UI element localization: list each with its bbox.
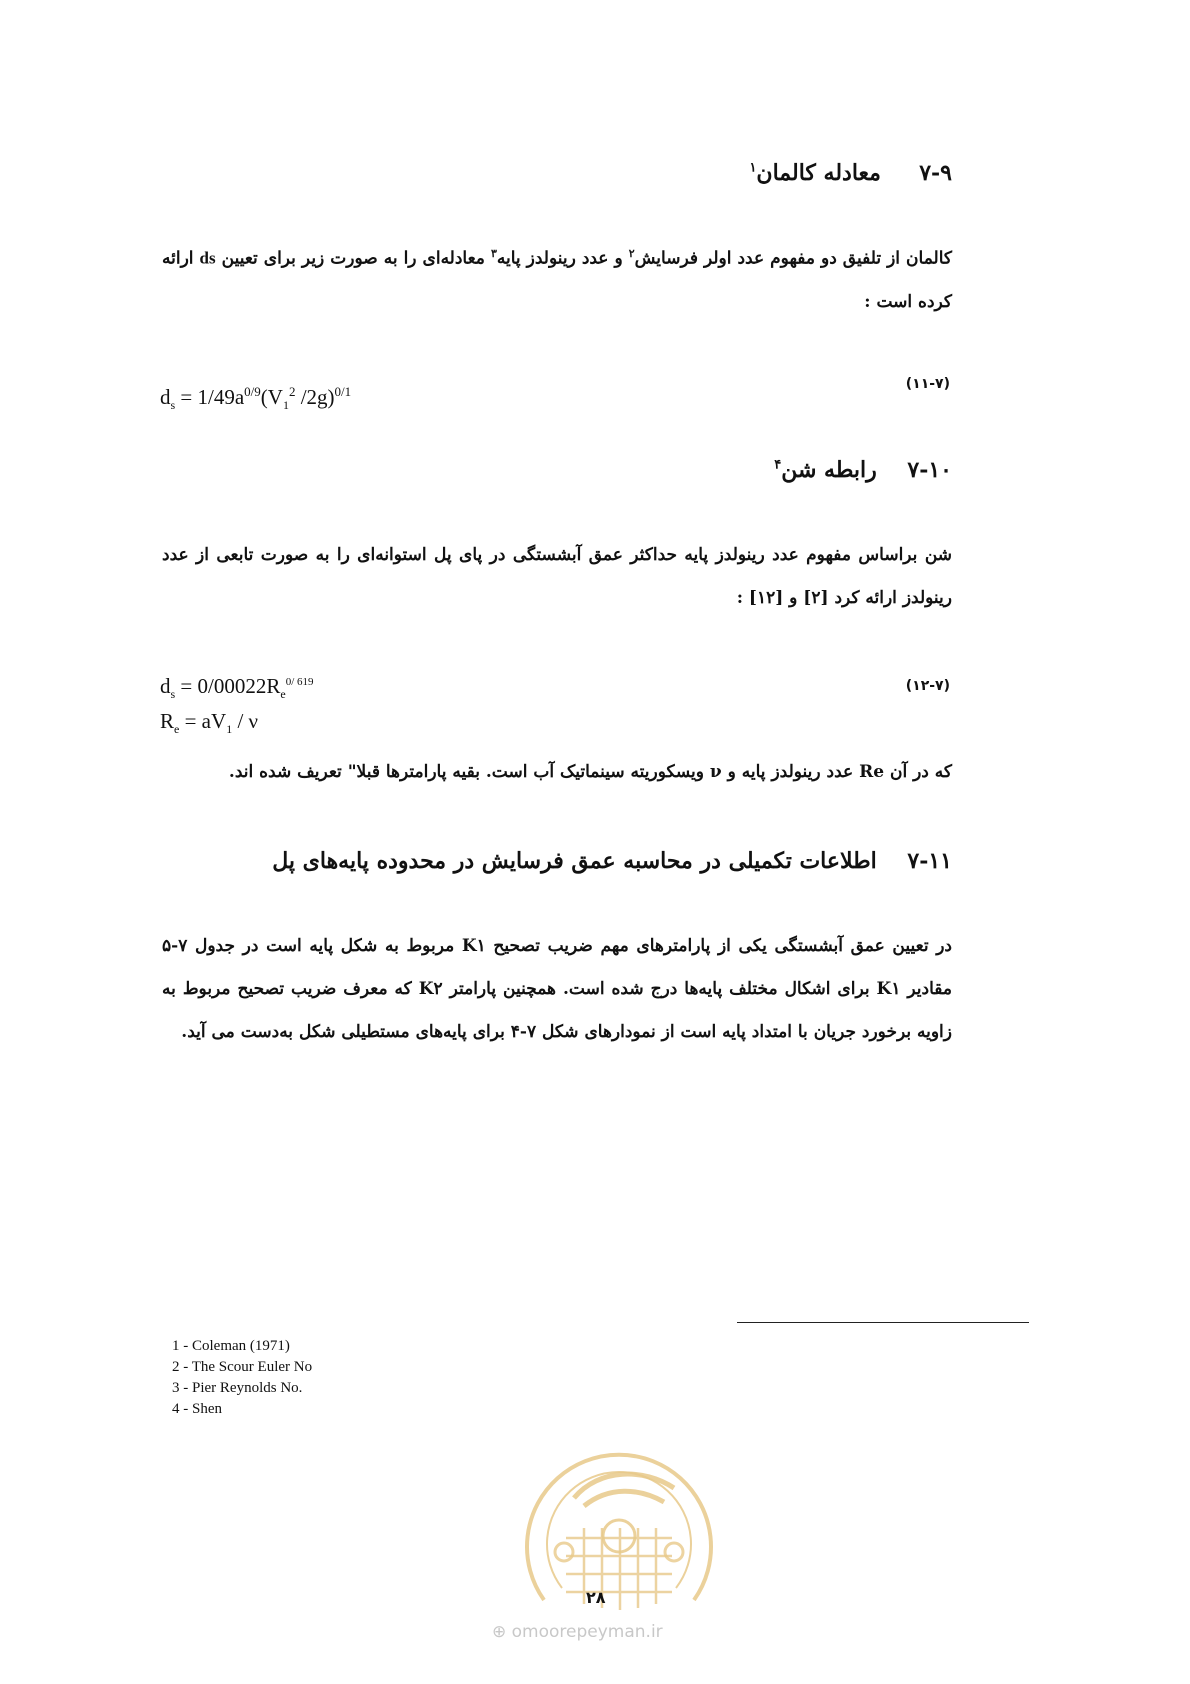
footnote-ref: ۳ <box>490 247 497 260</box>
equation-number-12: (۱۲-۷) <box>905 678 950 694</box>
footnote-ref: ۲ <box>628 247 635 260</box>
globe-icon: ⊕ <box>492 1622 507 1642</box>
section-heading-11 <box>272 848 952 874</box>
section-heading-10 <box>774 457 952 483</box>
inline-symbol: ds <box>199 248 216 268</box>
footnote-ref: ۱ <box>749 160 757 176</box>
footnote-ref: ۴ <box>774 457 782 473</box>
equation-note: که در آن Re عدد رینولدز پایه و ν ویسکوریته سینماتیک آب است. بقیه پارامترها قبلا" تعریف شده اند. <box>228 762 952 782</box>
equation-12: $d_s = 0/00022R_e^{0/ 619}$ <box>160 674 314 702</box>
footnote-4: 4 - Shen <box>172 1401 222 1417</box>
equation-number-11: (۱۱-۷) <box>905 376 950 392</box>
watermark-site: ⊕ omoorepeyman.ir <box>492 1622 663 1642</box>
footnote-2: 2 - The Scour Euler No <box>172 1359 313 1375</box>
equation-reynolds: $R_e = aV_1 / \nu$ <box>160 709 259 737</box>
footnote-separator <box>737 1322 1029 1323</box>
page-number: ۲۸ <box>586 1588 606 1607</box>
section-heading-9 <box>749 160 952 186</box>
footnote-1: 1 - Coleman (1971) <box>172 1338 290 1354</box>
section-number: ۷-۱۱ <box>907 848 952 874</box>
watermark-seal-icon <box>504 1428 734 1628</box>
section-paragraph-9: کالمان از تلفیق دو مفهوم عدد اولر فرسایش$^۲$ و عدد رینولدز پایه$^۳$ معادله‌ای را به صورت زیر برای تعیین ds ارائه کرده است : <box>162 247 952 312</box>
section-paragraph-10: شن براساس مفهوم عدد رینولدز پایه حداکثر عمق آبشستگی در پای پل استوانه‌ای را به صورت تابعی از عدد رینولدز ارائه کرد [۲] و [۱۲] : <box>162 545 952 608</box>
watermark-logo <box>504 1428 734 1628</box>
section-number: ۷-۹ <box>919 160 952 186</box>
section-number: ۷-۱۰ <box>907 457 952 483</box>
footnote-3: 3 - Pier Reynolds No. <box>172 1380 303 1396</box>
equation-11: $d_s = 1/49a^{0/9}(V_1^2$ /2g)$^{0/1}$ <box>160 384 352 413</box>
section-title: معادله کالمان <box>756 160 881 186</box>
section-title: اطلاعات تکمیلی در محاسبه عمق فرسایش در محدوده پایه‌های پل <box>272 848 877 874</box>
section-title: رابطه شن <box>781 457 877 483</box>
footnotes <box>172 1336 312 1420</box>
section-paragraph-11: در تعیین عمق آبشستگی یکی از پارامترهای مهم ضریب تصحیح K۱ مربوط به شکل پایه است در جدول ۷-۵ مقادیر K۱ برای اشکال مختلف پایه‌ها درج شده است. همچنین پارامتر K۲ که معرف ضریب تصحیح مربوط به زاویه برخورد جریان با امتداد پایه است از نمودارهای شکل ۷-۴ برای پایه‌های مستطیلی شکل به‌دست می آید. <box>162 936 952 1042</box>
